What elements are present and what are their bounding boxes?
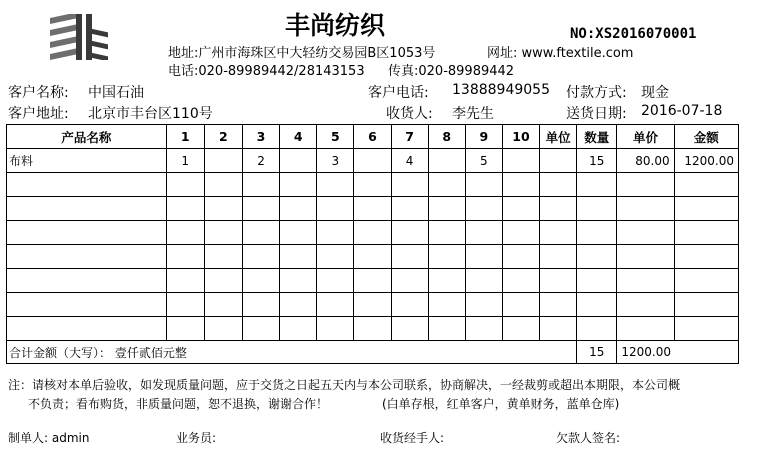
header-cell: 数量	[577, 125, 617, 149]
table-cell	[354, 293, 391, 317]
receiver: 李先生	[452, 106, 494, 122]
table-cell	[317, 293, 354, 317]
table-cell	[577, 197, 617, 221]
table-cell	[354, 269, 391, 293]
customer-phone-label: 客户电话:	[368, 85, 429, 101]
table-cell	[204, 293, 242, 317]
table-cell	[354, 197, 391, 221]
note-line-2: 不负责；看布购货，非质量问题，恕不退换，谢谢合作！	[28, 397, 329, 411]
salesman: 业务员:	[176, 431, 217, 445]
payment-method: 现金	[641, 85, 669, 101]
table-cell	[617, 245, 674, 269]
table-cell	[7, 245, 167, 269]
header-cell: 6	[354, 125, 391, 149]
table-cell	[354, 245, 391, 269]
table-cell	[280, 293, 317, 317]
table-cell	[465, 173, 502, 197]
company-address: 地址:广州市海珠区中大轻纺交易园B区1053号	[168, 46, 436, 61]
table-row	[7, 293, 739, 317]
table-cell	[577, 221, 617, 245]
table-cell	[617, 269, 674, 293]
table-cell	[280, 269, 317, 293]
table-cell	[166, 293, 204, 317]
table-cell	[354, 317, 391, 341]
table-cell	[540, 221, 577, 245]
table-cell	[674, 245, 738, 269]
table-cell	[242, 317, 279, 341]
table-cell	[502, 197, 539, 221]
table-cell	[391, 317, 428, 341]
table-cell	[354, 173, 391, 197]
table-cell	[204, 173, 242, 197]
table-row	[7, 149, 739, 173]
table-cell	[428, 317, 465, 341]
table-cell	[502, 149, 539, 173]
payment-label: 付款方式:	[566, 85, 627, 101]
note-copies: (白单存根，红单客户，黄单财务，蓝单仓库)	[382, 397, 620, 411]
table-header-row	[7, 125, 739, 149]
receiving-handler: 收货经手人:	[380, 431, 445, 445]
header-cell: 9	[465, 125, 502, 149]
table-cell	[7, 293, 167, 317]
table-cell	[465, 293, 502, 317]
table-cell	[540, 269, 577, 293]
table-cell	[577, 293, 617, 317]
header-cell: 产品名称	[7, 125, 167, 149]
table-cell	[465, 269, 502, 293]
table-cell	[166, 173, 204, 197]
table-cell	[391, 293, 428, 317]
customer-name: 中国石油	[88, 85, 144, 101]
table-cell	[502, 269, 539, 293]
table-cell	[465, 197, 502, 221]
table-cell	[166, 221, 204, 245]
table-row	[7, 221, 739, 245]
table-cell	[166, 245, 204, 269]
table-cell	[428, 197, 465, 221]
table-cell	[391, 245, 428, 269]
table-cell	[317, 269, 354, 293]
table-cell	[577, 269, 617, 293]
table-cell	[280, 173, 317, 197]
table-cell	[280, 317, 317, 341]
table-cell	[317, 173, 354, 197]
table-cell	[166, 197, 204, 221]
table-cell	[391, 221, 428, 245]
header-cell: 3	[242, 125, 279, 149]
header-cell: 4	[280, 125, 317, 149]
table-cell	[391, 173, 428, 197]
company-website: 网址: www.ftextile.com	[487, 46, 634, 61]
table-cell: 布料	[7, 149, 167, 173]
table-cell	[577, 317, 617, 341]
table-cell	[242, 173, 279, 197]
table-cell	[502, 245, 539, 269]
header-cell: 单位	[540, 125, 577, 149]
table-cell	[540, 293, 577, 317]
table-row	[7, 269, 739, 293]
company-logo-icon	[50, 14, 110, 60]
table-cell	[204, 197, 242, 221]
table-cell	[617, 317, 674, 341]
table-cell	[674, 317, 738, 341]
table-cell: 4	[391, 149, 428, 173]
table-cell	[7, 197, 167, 221]
table-cell	[428, 173, 465, 197]
customer-address-label: 客户地址:	[8, 106, 69, 122]
table-cell	[674, 197, 738, 221]
table-cell	[674, 173, 738, 197]
total-quantity: 15	[577, 341, 617, 364]
table-cell	[204, 245, 242, 269]
table-row	[7, 173, 739, 197]
table-cell: 5	[465, 149, 502, 173]
table-cell	[502, 221, 539, 245]
table-cell	[317, 245, 354, 269]
table-cell: 1200.00	[674, 149, 738, 173]
table-cell	[577, 245, 617, 269]
company-fax: 传真:020-89989442	[388, 64, 515, 79]
table-cell	[617, 173, 674, 197]
header-cell: 10	[502, 125, 539, 149]
table-cell	[280, 149, 317, 173]
table-cell	[540, 173, 577, 197]
order-table	[6, 124, 739, 364]
table-cell	[617, 197, 674, 221]
note-line-1: 注：请核对本单后验收，如发现质量问题，应于交货之日起五天内与本公司联系，协商解决，一经裁剪或超出本期限，本公司概	[8, 378, 681, 392]
table-cell	[242, 245, 279, 269]
table-cell	[354, 221, 391, 245]
table-cell	[540, 317, 577, 341]
table-cell	[280, 197, 317, 221]
header-cell: 7	[391, 125, 428, 149]
maker: 制单人: admin	[8, 431, 90, 445]
table-cell	[540, 245, 577, 269]
table-cell	[502, 173, 539, 197]
table-cell	[242, 293, 279, 317]
table-cell	[7, 173, 167, 197]
customer-address: 北京市丰台区110号	[88, 106, 213, 122]
table-cell	[674, 293, 738, 317]
table-cell	[242, 221, 279, 245]
table-cell	[166, 317, 204, 341]
delivery-date: 2016-07-18	[641, 103, 723, 119]
header-cell: 金额	[674, 125, 738, 149]
table-cell	[7, 317, 167, 341]
header-cell: 2	[204, 125, 242, 149]
table-cell	[317, 317, 354, 341]
table-cell	[7, 221, 167, 245]
table-cell	[391, 269, 428, 293]
table-cell	[391, 197, 428, 221]
receiver-label: 收货人:	[386, 106, 433, 122]
table-cell	[242, 197, 279, 221]
table-cell	[465, 245, 502, 269]
table-cell: 3	[317, 149, 354, 173]
table-cell	[674, 221, 738, 245]
total-amount: 1200.00	[617, 341, 739, 364]
header-cell: 单价	[617, 125, 674, 149]
table-cell	[280, 245, 317, 269]
table-cell	[428, 221, 465, 245]
table-cell	[7, 269, 167, 293]
table-cell	[428, 293, 465, 317]
table-cell: 2	[242, 149, 279, 173]
table-cell	[354, 149, 391, 173]
table-cell	[428, 149, 465, 173]
debtor-signature: 欠款人签名:	[556, 431, 621, 445]
table-cell	[204, 221, 242, 245]
table-cell: 15	[577, 149, 617, 173]
table-cell	[204, 149, 242, 173]
table-cell: 80.00	[617, 149, 674, 173]
table-cell	[166, 269, 204, 293]
table-row	[7, 197, 739, 221]
header-cell: 8	[428, 125, 465, 149]
table-cell	[465, 317, 502, 341]
table-cell	[540, 197, 577, 221]
customer-phone: 13888949055	[452, 82, 550, 98]
table-cell	[465, 221, 502, 245]
table-cell	[204, 317, 242, 341]
table-cell	[617, 293, 674, 317]
company-phone: 电话:020-89989442/28143153	[168, 64, 365, 79]
table-cell	[577, 173, 617, 197]
table-cell	[204, 269, 242, 293]
table-cell	[317, 197, 354, 221]
table-cell	[540, 149, 577, 173]
table-cell	[428, 245, 465, 269]
table-cell	[317, 221, 354, 245]
header-cell: 5	[317, 125, 354, 149]
table-cell	[502, 293, 539, 317]
table-cell	[242, 269, 279, 293]
table-cell	[617, 221, 674, 245]
table-cell	[428, 269, 465, 293]
date-label: 送货日期:	[566, 106, 627, 122]
table-cell	[280, 221, 317, 245]
table-cell: 1	[166, 149, 204, 173]
header-cell: 1	[166, 125, 204, 149]
table-cell	[674, 269, 738, 293]
order-number: NO:XS2016070001	[570, 26, 697, 42]
table-row	[7, 245, 739, 269]
table-cell	[502, 317, 539, 341]
total-row	[7, 341, 739, 364]
total-amount-words: 合计金额（大写）： 壹仟贰佰元整	[7, 341, 577, 364]
customer-name-label: 客户名称:	[8, 85, 69, 101]
company-name: 丰尚纺织	[285, 11, 386, 40]
table-row	[7, 317, 739, 341]
